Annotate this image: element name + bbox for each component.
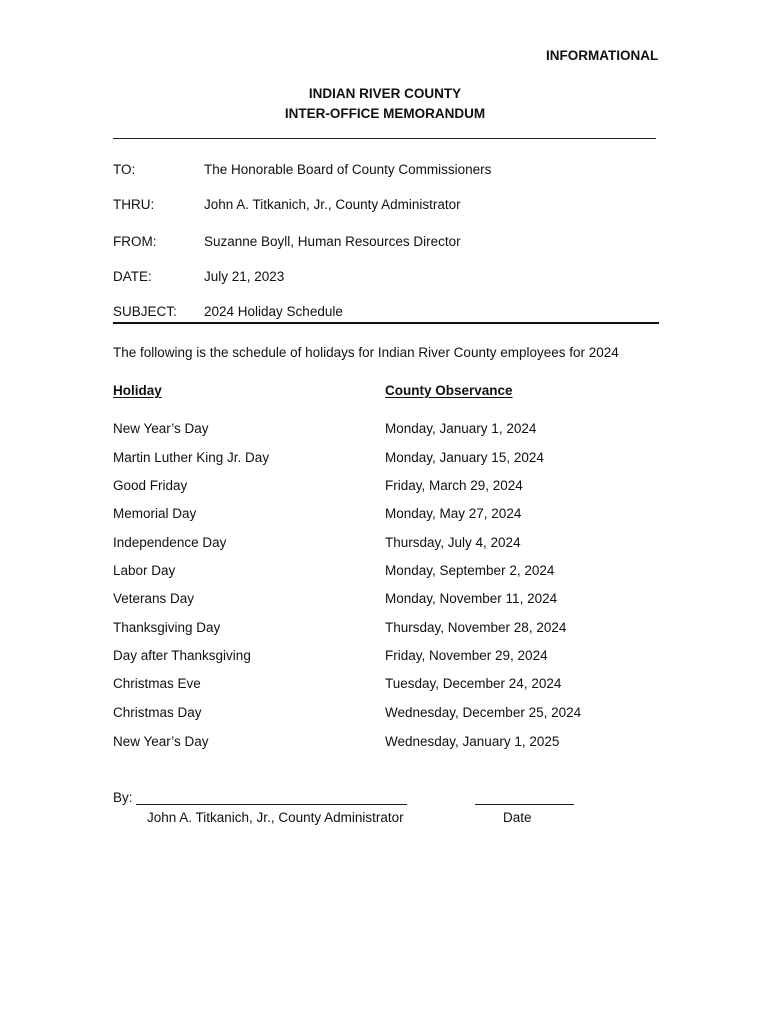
- holiday-observance: Thursday, July 4, 2024: [385, 535, 521, 550]
- classification-label: INFORMATIONAL: [546, 48, 659, 63]
- to-label: TO:: [113, 162, 136, 177]
- from-value: Suzanne Boyll, Human Resources Director: [204, 234, 461, 249]
- holiday-name: Veterans Day: [113, 591, 195, 606]
- intro-text: The following is the schedule of holidays for Indian River County employees for 2024: [113, 345, 619, 360]
- holiday-observance: Monday, May 27, 2024: [385, 506, 522, 521]
- holiday-observance: Wednesday, December 25, 2024: [385, 705, 582, 720]
- holiday-name: Thanksgiving Day: [113, 620, 221, 635]
- to-value: The Honorable Board of County Commissioners: [204, 162, 492, 177]
- observance-column-header: County Observance: [385, 383, 513, 398]
- holiday-name: Day after Thanksgiving: [113, 648, 251, 663]
- holiday-observance: Monday, November 11, 2024: [385, 591, 558, 606]
- holiday-name: New Year’s Day: [113, 421, 209, 436]
- signer-name: John A. Titkanich, Jr., County Administrator: [147, 810, 404, 825]
- holiday-name: Christmas Eve: [113, 676, 201, 691]
- thru-value: John A. Titkanich, Jr., County Administrator: [204, 197, 461, 212]
- holiday-name: Martin Luther King Jr. Day: [113, 450, 270, 465]
- holiday-observance: Friday, March 29, 2024: [385, 478, 523, 493]
- holiday-observance: Friday, November 29, 2024: [385, 648, 548, 663]
- holiday-observance: Wednesday, January 1, 2025: [385, 734, 560, 749]
- date-label: DATE:: [113, 269, 152, 284]
- holiday-name: Independence Day: [113, 535, 227, 550]
- by-label: By:: [113, 790, 133, 805]
- signature-date-label: Date: [503, 810, 532, 825]
- holiday-observance: Monday, September 2, 2024: [385, 563, 555, 578]
- signature-line: [136, 804, 407, 805]
- subject-label: SUBJECT:: [113, 304, 177, 319]
- holiday-observance: Tuesday, December 24, 2024: [385, 676, 562, 691]
- holiday-observance: Thursday, November 28, 2024: [385, 620, 567, 635]
- doc-type-title: INTER-OFFICE MEMORANDUM: [284, 106, 486, 121]
- org-title: INDIAN RIVER COUNTY: [308, 86, 462, 101]
- subject-divider: [113, 322, 659, 324]
- holiday-observance: Monday, January 15, 2024: [385, 450, 544, 465]
- holiday-name: Memorial Day: [113, 506, 197, 521]
- holiday-name: Christmas Day: [113, 705, 202, 720]
- holiday-observance: Monday, January 1, 2024: [385, 421, 537, 436]
- from-label: FROM:: [113, 234, 157, 249]
- subject-value: 2024 Holiday Schedule: [204, 304, 343, 319]
- holiday-name: Good Friday: [113, 478, 188, 493]
- date-value: July 21, 2023: [204, 269, 285, 284]
- holiday-column-header: Holiday: [113, 383, 162, 398]
- holiday-name: New Year’s Day: [113, 734, 209, 749]
- date-signature-line: [475, 804, 574, 805]
- header-divider: [113, 138, 656, 139]
- thru-label: THRU:: [113, 197, 155, 212]
- holiday-name: Labor Day: [113, 563, 176, 578]
